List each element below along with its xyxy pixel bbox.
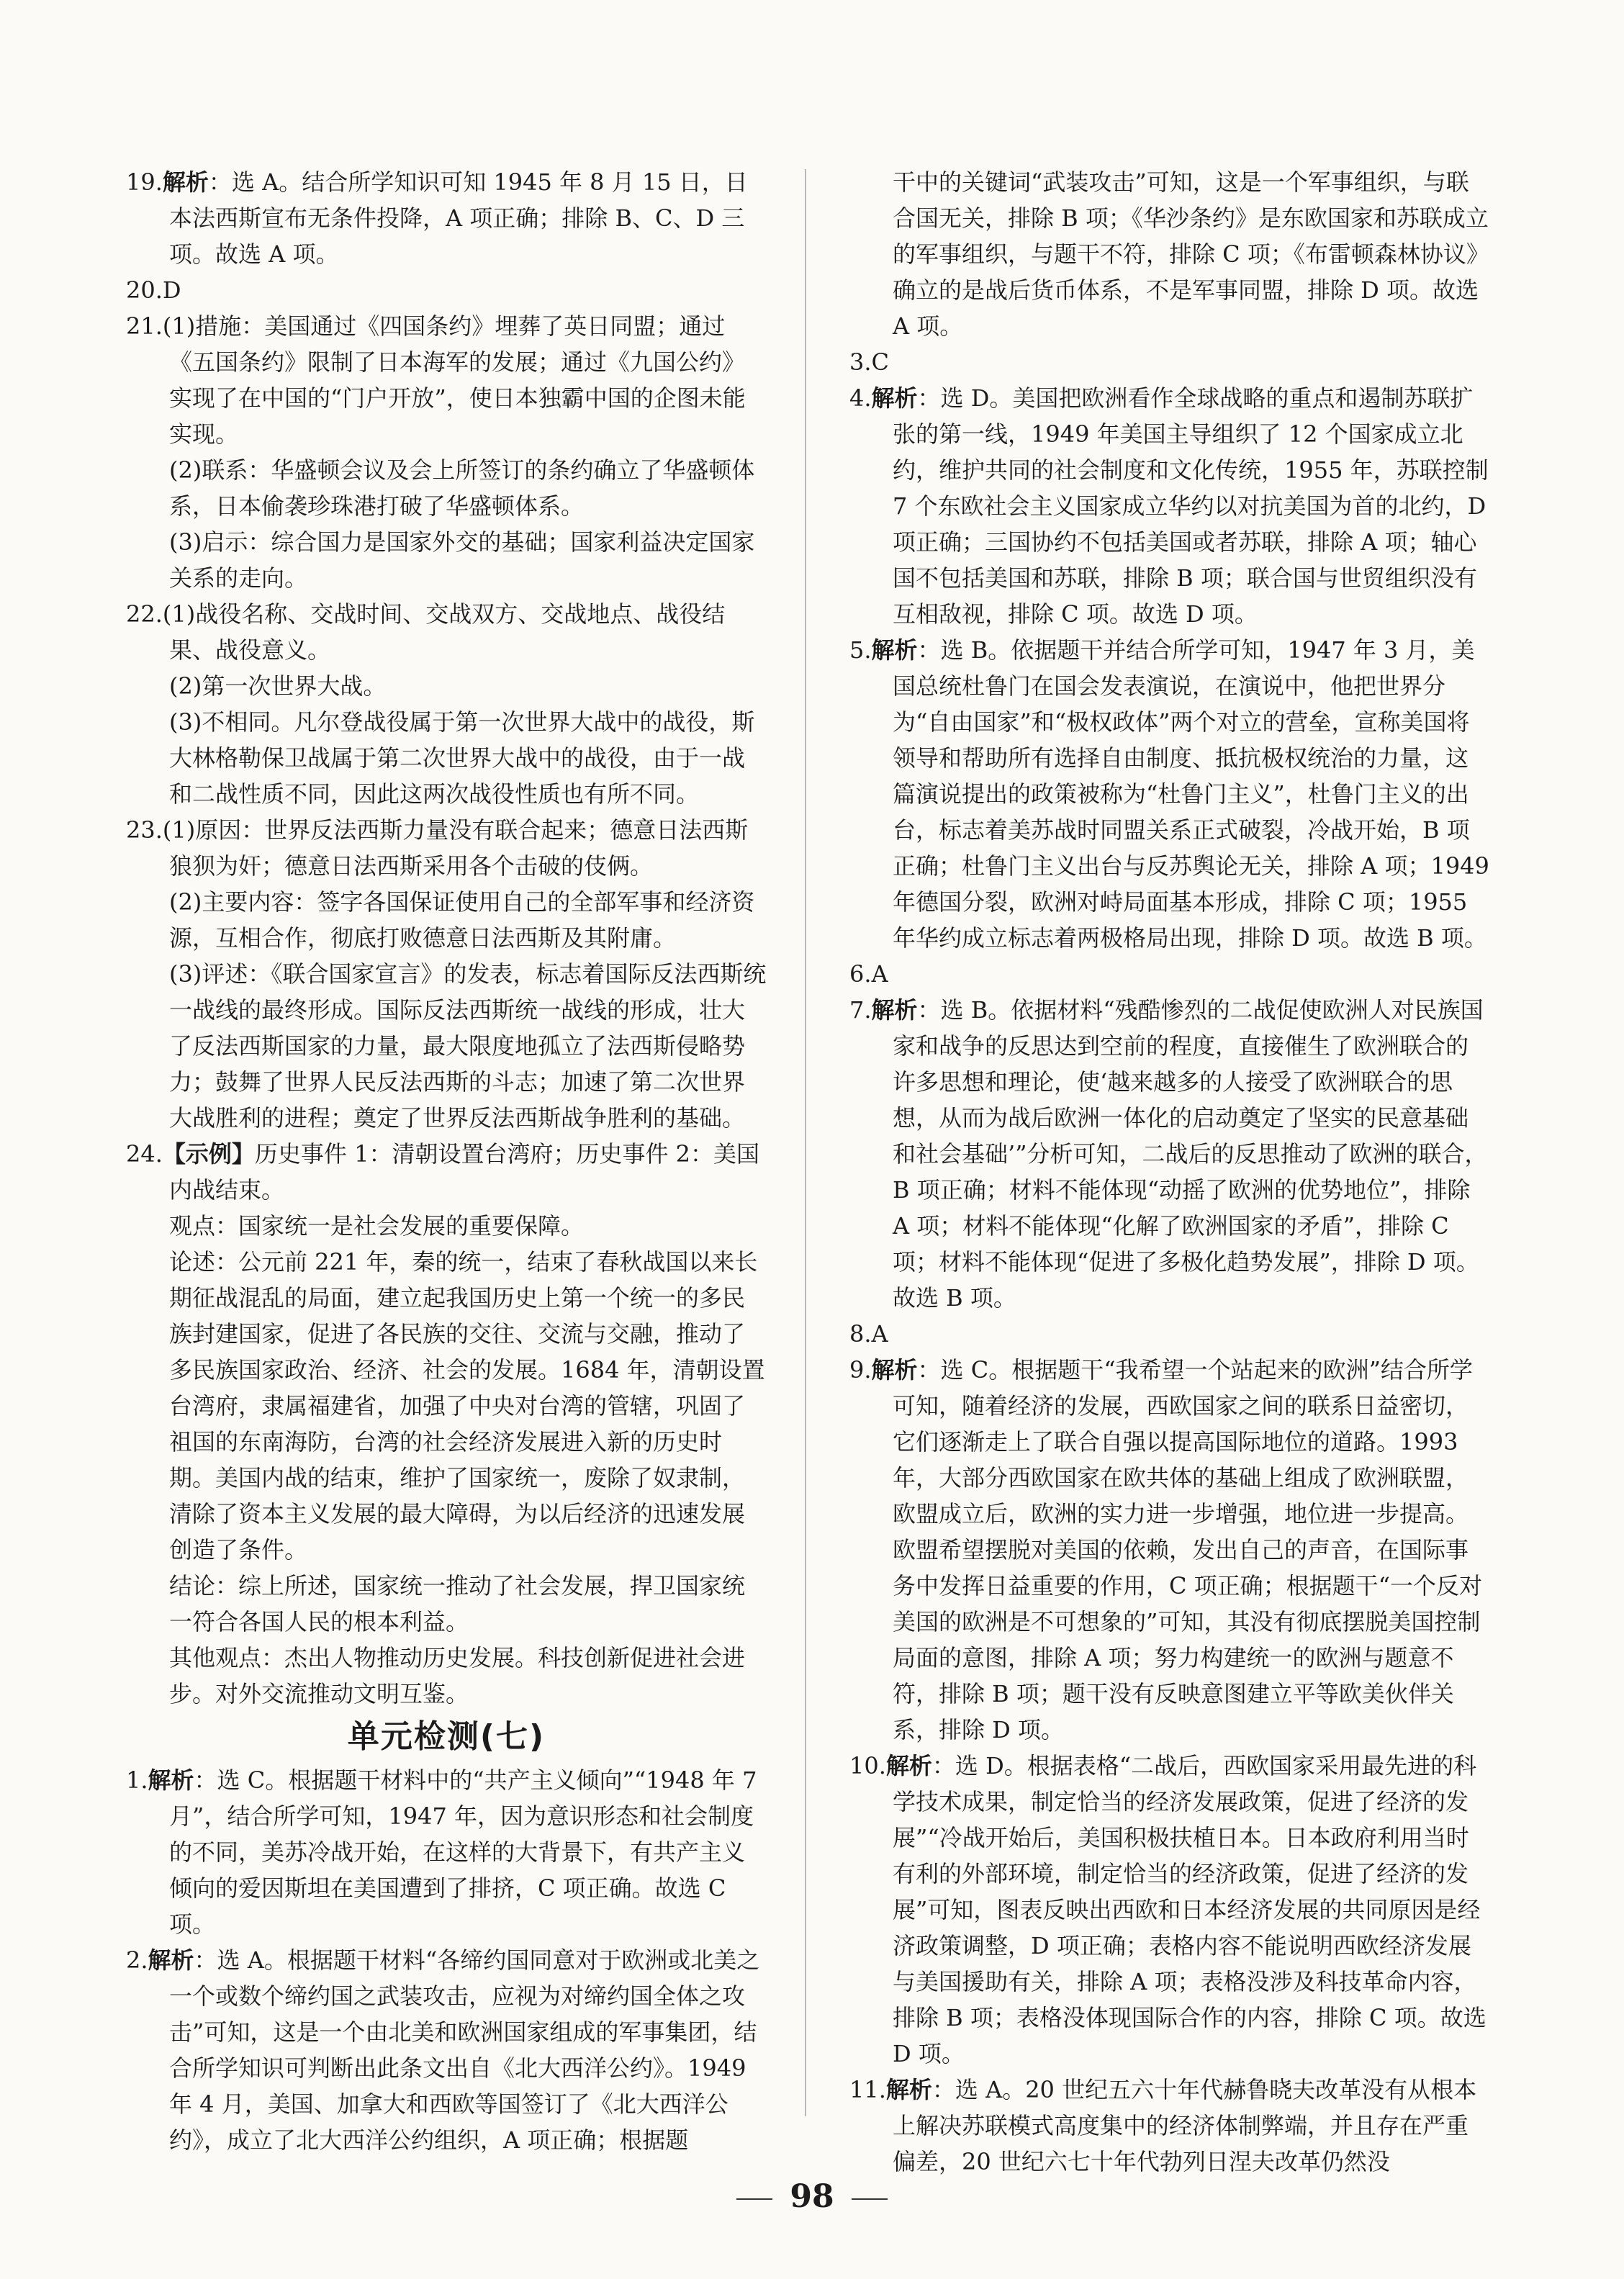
page-number xyxy=(0,2178,1624,2215)
answer-item xyxy=(849,1352,1490,1748)
answer-sub-point: (2)第一次世界大战。 xyxy=(169,672,387,700)
answer-text: A xyxy=(871,960,888,988)
answer-sub-point: (3)启示：综合国力是国家外交的基础；国家利益决定国家关系的走向。 xyxy=(169,528,755,592)
answer-keyword: 解析 xyxy=(871,1356,918,1384)
answer-number: 2. xyxy=(126,1946,148,1974)
answer-keyword: 解析 xyxy=(148,1766,194,1794)
answer-continuation: 干中的关键词“武装攻击”可知，这是一个军事组织，与联合国无关，排除 B 项；《华沙条约》是东欧国家和苏联成立的军事组织，与题干不符，排除 C 项；《布雷顿森林协议》确立的是战后货币体系，不是军事同盟，排除 D 项。故选 A 项。 xyxy=(893,168,1489,340)
answer-keyword: 解析 xyxy=(885,1752,932,1779)
answer-text: ：选 A。20 世纪五六十年代赫鲁晓夫改革没有从根本上解决苏联模式高度集中的经济体制弊端，并且存在严重偏差，20 世纪六七十年代勃列日涅夫改革仍然没 xyxy=(893,2076,1477,2175)
answer-number: 23. xyxy=(126,816,163,844)
answer-sub-point: 结论：综上所述，国家统一推动了社会发展，捍卫国家统一符合各国人民的根本利益。 xyxy=(169,1572,746,1635)
answer-text: ：选 B。依据材料“残酷惨烈的二战促使欧洲人对民族国家和战争的反思达到空前的程度，直接催生了欧洲联合的许多思想和理论，使‘越来越多的人接受了欧洲联合的思想，从而为战后欧洲一体化的启动奠定了坚实的民意基础和社会基础’”分析可知，二战后的反思推动了欧洲的联合，B 项正确；材料不能体现“动摇了欧洲的优势地位”，排除 A 项；材料不能体现“化解了欧洲国家的矛盾”，排除 C 项；材料不能体现“促进了多极化趋势发展”，排除 D 项。故选 B 项。 xyxy=(893,996,1488,1312)
page-number-value: 98 xyxy=(790,2178,834,2215)
answer-item xyxy=(849,1748,1490,2072)
answer-sub-point: (2)联系：华盛顿会议及会上所签订的条约确立了华盛顿体系，日本偷袭珍珠港打破了华盛顿体系。 xyxy=(169,456,755,520)
answer-number: 5. xyxy=(849,636,872,664)
answer-keyword: 解析 xyxy=(148,1946,194,1974)
answer-sub-point: 其他观点：杰出人物推动历史发展。科技创新促进社会进步。对外交流推动文明互鉴。 xyxy=(169,1644,746,1707)
answer-sub-point: (3)不相同。凡尔登战役属于第一次世界大战中的战役，斯大林格勒保卫战属于第二次世界大战中的战役，由于一战和二战性质不同，因此这两次战役性质也有所不同。 xyxy=(169,708,755,808)
answer-text: 历史事件 1：清朝设置台湾府；历史事件 2：美国内战结束。 xyxy=(169,1140,759,1204)
answer-item xyxy=(126,596,767,668)
answer-text: ：选 A。根据题干材料“各缔约国同意对于欧洲或北美之一个或数个缔约国之武装攻击，应视为对缔约国全体之攻击”可知，这是一个由北美和欧洲国家组成的军事集团，结合所学知识可判断出此条文出自《北大西洋公约》。1949 年 4 月，美国、加拿大和西欧等国签订了《北大西洋公约》，成立了北大西洋公约组织，A 项正确；根据题 xyxy=(169,1946,760,2154)
answer-text: ：选 D。美国把欧洲看作全球战略的重点和遏制苏联扩张的第一线，1949 年美国主导组织了 12 个国家成立北约，维护共同的社会制度和文化传统，1955 年，苏联控制 7 个东欧社会主义国家成立华约以对抗美国为首的北约，D 项正确；三国协约不包括美国或者苏联，排除 A 项；轴心国不包括美国和苏联，排除 B 项；联合国与世贸组织没有互相敌视，排除 C 项。故选 D 项。 xyxy=(893,384,1489,628)
answer-keyword: 解析 xyxy=(885,2076,932,2103)
right-column xyxy=(849,164,1490,2180)
page-number-right-dash xyxy=(852,2198,888,2200)
answer-keyword: 解析 xyxy=(871,996,918,1024)
answer-item xyxy=(849,2072,1490,2180)
answer-sub-point: 论述：公元前 221 年，秦的统一，结束了春秋战国以来长期征战混乱的局面，建立起我国历史上第一个统一的多民族封建国家，促进了各民族的交往、交流与交融，推动了多民族国家政治、经济、社会的发展。1684 年，清朝设置台湾府，隶属福建省，加强了中央对台湾的管辖，巩固了祖国的东南海防，台湾的社会经济发展进入新的历史时期。美国内战的结束，维护了国家统一，废除了奴隶制，清除了资本主义发展的最大障碍，为以后经济的迅速发展创造了条件。 xyxy=(169,1248,765,1563)
answer-text: ：选 C。根据题干材料中的“共产主义倾向”“1948 年 7 月”，结合所学可知，1947 年，因为意识形态和社会制度的不同，美苏冷战开始，在这样的大背景下，有共产主义倾向的爱因斯坦在美国遭到了排挤，C 项正确。故选 C 项。 xyxy=(169,1766,757,1938)
answer-item xyxy=(849,1316,1490,1352)
answer-number: 9. xyxy=(849,1356,872,1384)
answer-text: A xyxy=(871,1320,888,1348)
answer-text: (1)措施：美国通过《四国条约》埋葬了英日同盟；通过《五国条约》限制了日本海军的发展；通过《九国公约》实现了在中国的“门户开放”，使日本独霸中国的企图未能实现。 xyxy=(162,312,746,448)
column-divider xyxy=(805,169,806,2116)
answer-item xyxy=(849,380,1490,632)
answer-item xyxy=(126,308,767,452)
answer-item xyxy=(126,1762,767,1942)
answer-keyword: 解析 xyxy=(871,636,918,664)
answer-text: ：选 D。根据表格“二战后，西欧国家采用最先进的科学技术成果，制定恰当的经济发展政策，促进了经济的发展”“冷战开始后，美国积极扶植日本。日本政府利用当时有利的外部环境，制定恰当的经济政策，促进了经济的发展”可知，图表反映出西欧和日本经济发展的共同原因是经济政策调整，D 项正确；表格内容不能说明西欧经济发展与美国援助有关，排除 A 项；表格没涉及科技革命内容，排除 B 项；表格没体现国际合作的内容，排除 C 项。故选 D 项。 xyxy=(893,1752,1487,2067)
answer-keyword: 【示例】 xyxy=(162,1140,255,1168)
answer-keyword: 解析 xyxy=(871,384,918,412)
answer-text: ：选 B。依据题干并结合所学可知，1947 年 3 月，美国总统杜鲁门在国会发表演说，在演说中，他把世界分为“自由国家”和“极权政体”两个对立的营垒，宣称美国将领导和帮助所有选择自由制度、抵抗极权统治的力量，这篇演说提出的政策被称为“杜鲁门主义”，杜鲁门主义的出台，标志着美苏战时同盟关系正式破裂，冷战开始，B 项正确；杜鲁门主义出台与反苏舆论无关，排除 A 项；1949 年德国分裂，欧洲对峙局面基本形成，排除 C 项；1955 年华约成立标志着两极格局出现，排除 D 项。故选 B 项。 xyxy=(893,636,1489,952)
answer-number: 1. xyxy=(126,1766,148,1794)
section-title: 单元检测(七) xyxy=(347,1718,546,1755)
answer-number: 19. xyxy=(126,168,163,196)
answer-text: ：选 C。根据题干“我希望一个站起来的欧洲”结合所学可知，随着经济的发展，西欧国家之间的联系日益密切，它们逐渐走上了联合自强以提高国际地位的道路。1993 年，大部分西欧国家在欧共体的基础上组成了欧洲联盟，欧盟成立后，欧洲的实力进一步增强，地位进一步提高。欧盟希望摆脱对美国的依赖，发出自己的声音，在国际事务中发挥日益重要的作用，C 项正确；根据题干“一个反对美国的欧洲是不可想象的”可知，其没有彻底摆脱美国控制局面的意图，排除 A 项；努力构建统一的欧洲与题意不符，排除 B 项；题干没有反映意图建立平等欧美伙伴关系，排除 D 项。 xyxy=(893,1356,1483,1743)
answer-text: C xyxy=(871,348,890,376)
answer-item xyxy=(126,1136,767,1208)
answer-item xyxy=(849,956,1490,992)
answer-number: 8. xyxy=(849,1320,872,1348)
answer-number: 7. xyxy=(849,996,872,1024)
answer-item xyxy=(849,344,1490,380)
answer-sub-point: (2)主要内容：签字各国保证使用自己的全部军事和经济资源，互相合作，彻底打败德意日法西斯及其附庸。 xyxy=(169,888,755,952)
answer-number: 22. xyxy=(126,600,163,628)
answer-number: 3. xyxy=(849,348,872,376)
page-number-left-dash xyxy=(736,2198,772,2200)
answer-number: 21. xyxy=(126,312,163,340)
answer-number: 24. xyxy=(126,1140,163,1168)
answer-item xyxy=(126,1942,767,2158)
answer-number: 10. xyxy=(849,1752,886,1779)
answer-sub-point: (3)评述：《联合国家宣言》的发表，标志着国际反法西斯统一战线的最终形成。国际反法西斯统一战线的形成，壮大了反法西斯国家的力量，最大限度地孤立了法西斯侵略势力；鼓舞了世界人民反法西斯的斗志；加速了第二次世界大战胜利的进程；奠定了世界反法西斯战争胜利的基础。 xyxy=(169,960,767,1132)
answer-number: 11. xyxy=(849,2076,886,2103)
answer-text: (1)战役名称、交战时间、交战双方、交战地点、战役结果、战役意义。 xyxy=(162,600,726,664)
answer-number: 20. xyxy=(126,276,163,304)
answer-sub-point: 观点：国家统一是社会发展的重要保障。 xyxy=(169,1212,585,1240)
answer-keyword: 解析 xyxy=(162,168,209,196)
answer-item xyxy=(126,812,767,884)
answer-text: D xyxy=(162,276,181,304)
answer-item xyxy=(849,992,1490,1316)
answer-number: 4. xyxy=(849,384,872,412)
answer-number: 6. xyxy=(849,960,872,988)
answer-item xyxy=(126,272,767,308)
left-column xyxy=(126,164,767,2158)
answer-text: (1)原因：世界反法西斯力量没有联合起来；德意日法西斯狼狈为奸；德意日法西斯采用各个击破的伎俩。 xyxy=(162,816,749,880)
answer-text: ：选 A。结合所学知识可知 1945 年 8 月 15 日，日本法西斯宣布无条件投降，A 项正确；排除 B、C、D 三项。故选 A 项。 xyxy=(169,168,748,268)
answer-item xyxy=(126,164,767,272)
answer-item xyxy=(849,632,1490,956)
